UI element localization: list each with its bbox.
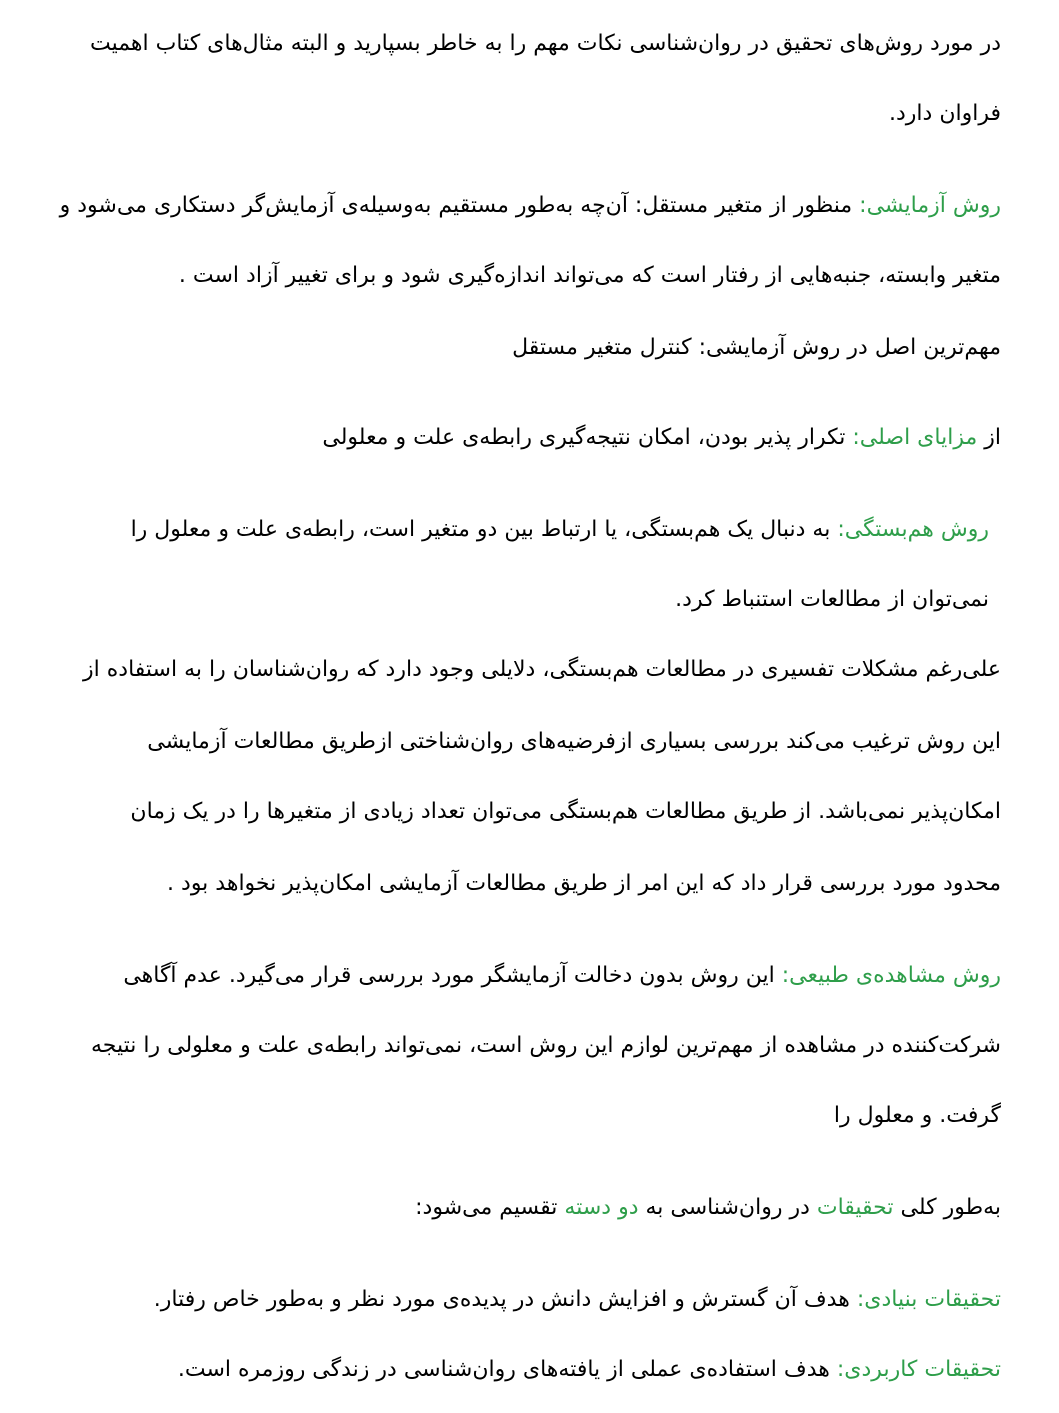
correlation-line-1: [40, 513, 989, 547]
experimental-text-3: مهم‌ترین اصل در روش آزمایشی: کنترل متغیر مستقل: [512, 335, 1001, 360]
correlation-text-6: محدود مورد بررسی قرار داد که این امر از طریق مطالعات آزمایشی امکان‌پذیر نخواهد بود .: [167, 871, 1001, 896]
experimental-method-heading: روش آزمایشی:: [859, 193, 1001, 218]
experimental-text-1: منظور از متغیر مستقل: آن‌چه به‌طور مستقیم به‌وسیله‌ی آزمایش‌گر دستکاری می‌شود و: [59, 193, 860, 218]
advantages-line: [40, 421, 1001, 455]
correlation-text-5: امکان‌پذیر نمی‌باشد. از طریق مطالعات هم‌بستگی می‌توان تعداد زیادی از متغیرها را در یک زمان: [130, 799, 1001, 824]
advantages-text: تکرار پذیر بودن، امکان نتیجه‌گیری رابطه‌ی علت و معلولی: [322, 425, 853, 450]
correlation-text-1: به دنبال یک هم‌بستگی، یا ارتباط بین دو متغیر است، رابطه‌ی علت و معلول را: [130, 517, 838, 542]
correlation-line-6: [40, 867, 1001, 901]
intro-text-1: در مورد روش‌های تحقیق در روان‌شناسی نکات مهم را به خاطر بسپارید و البته مثال‌های کتاب اهمیت: [89, 31, 1001, 56]
correlation-line-2: [40, 583, 989, 617]
research-intro-a: به‌طور کلی: [893, 1195, 1001, 1220]
two-categories-keyword: دو دسته: [564, 1195, 639, 1220]
research-types-intro: [40, 1191, 1001, 1225]
advantages-heading: مزایای اصلی:: [852, 425, 978, 450]
naturalistic-method-heading: روش مشاهده‌ی طبیعی:: [781, 963, 1001, 988]
intro-line-1: [40, 27, 1001, 61]
correlation-line-3: [40, 653, 1001, 687]
correlation-line-4: [40, 725, 1001, 759]
correlation-method-heading: روش هم‌بستگی:: [837, 517, 989, 542]
experimental-line-3: [40, 331, 1001, 365]
intro-text-2: فراوان دارد.: [889, 101, 1001, 126]
correlation-text-2: نمی‌توان از مطالعات استنباط کرد.: [675, 587, 989, 612]
naturalistic-line-1: [40, 959, 1001, 993]
naturalistic-text-3: گرفت. و معلول را: [833, 1103, 1001, 1128]
correlation-text-4: این روش ترغیب می‌کند بررسی بسیاری ازفرضیه‌های روان‌شناختی ازطریق مطالعات آزمایشی: [147, 729, 1001, 754]
applied-research-line: [40, 1353, 1001, 1387]
basic-research-line: [40, 1283, 1001, 1317]
naturalistic-line-3: [40, 1099, 1001, 1133]
basic-research-heading: تحقیقات بنیادی:: [856, 1287, 1001, 1312]
correlation-line-5: [40, 795, 1001, 829]
advantages-prefix: از: [977, 425, 1001, 450]
experimental-line-1: [40, 189, 1001, 223]
experimental-text-2: متغیر وابسته، جنبه‌هایی از رفتار است که می‌تواند اندازه‌گیری شود و برای تغییر آزاد است .: [178, 263, 1001, 288]
research-intro-e: تقسیم می‌شود:: [415, 1195, 565, 1220]
naturalistic-line-2: [40, 1029, 1001, 1063]
applied-research-heading: تحقیقات کاربردی:: [836, 1357, 1001, 1382]
naturalistic-text-1: این روش بدون دخالت آزمایشگر مورد بررسی قرار می‌گیرد. عدم آگاهی: [123, 963, 782, 988]
naturalistic-text-2: شرکت‌کننده در مشاهده از مهم‌ترین لوازم این روش است، نمی‌تواند رابطه‌ی علت و معلولی را نتیجه: [90, 1033, 1001, 1058]
intro-line-2: [40, 97, 1001, 131]
research-intro-c: در روان‌شناسی به: [638, 1195, 817, 1220]
experimental-line-2: [40, 259, 1001, 293]
basic-research-text: هدف آن گسترش و افزایش دانش در پدیده‌ی مورد نظر و به‌طور خاص رفتار.: [153, 1287, 857, 1312]
applied-research-text: هدف استفاده‌ی عملی از یافته‌های روان‌شناسی در زندگی روزمره است.: [177, 1357, 837, 1382]
research-keyword: تحقیقات: [816, 1195, 894, 1220]
correlation-text-3: علی‌رغم مشکلات تفسیری در مطالعات هم‌بستگی، دلایلی وجود دارد که روان‌شناسان را به استفاده از: [83, 657, 1001, 682]
